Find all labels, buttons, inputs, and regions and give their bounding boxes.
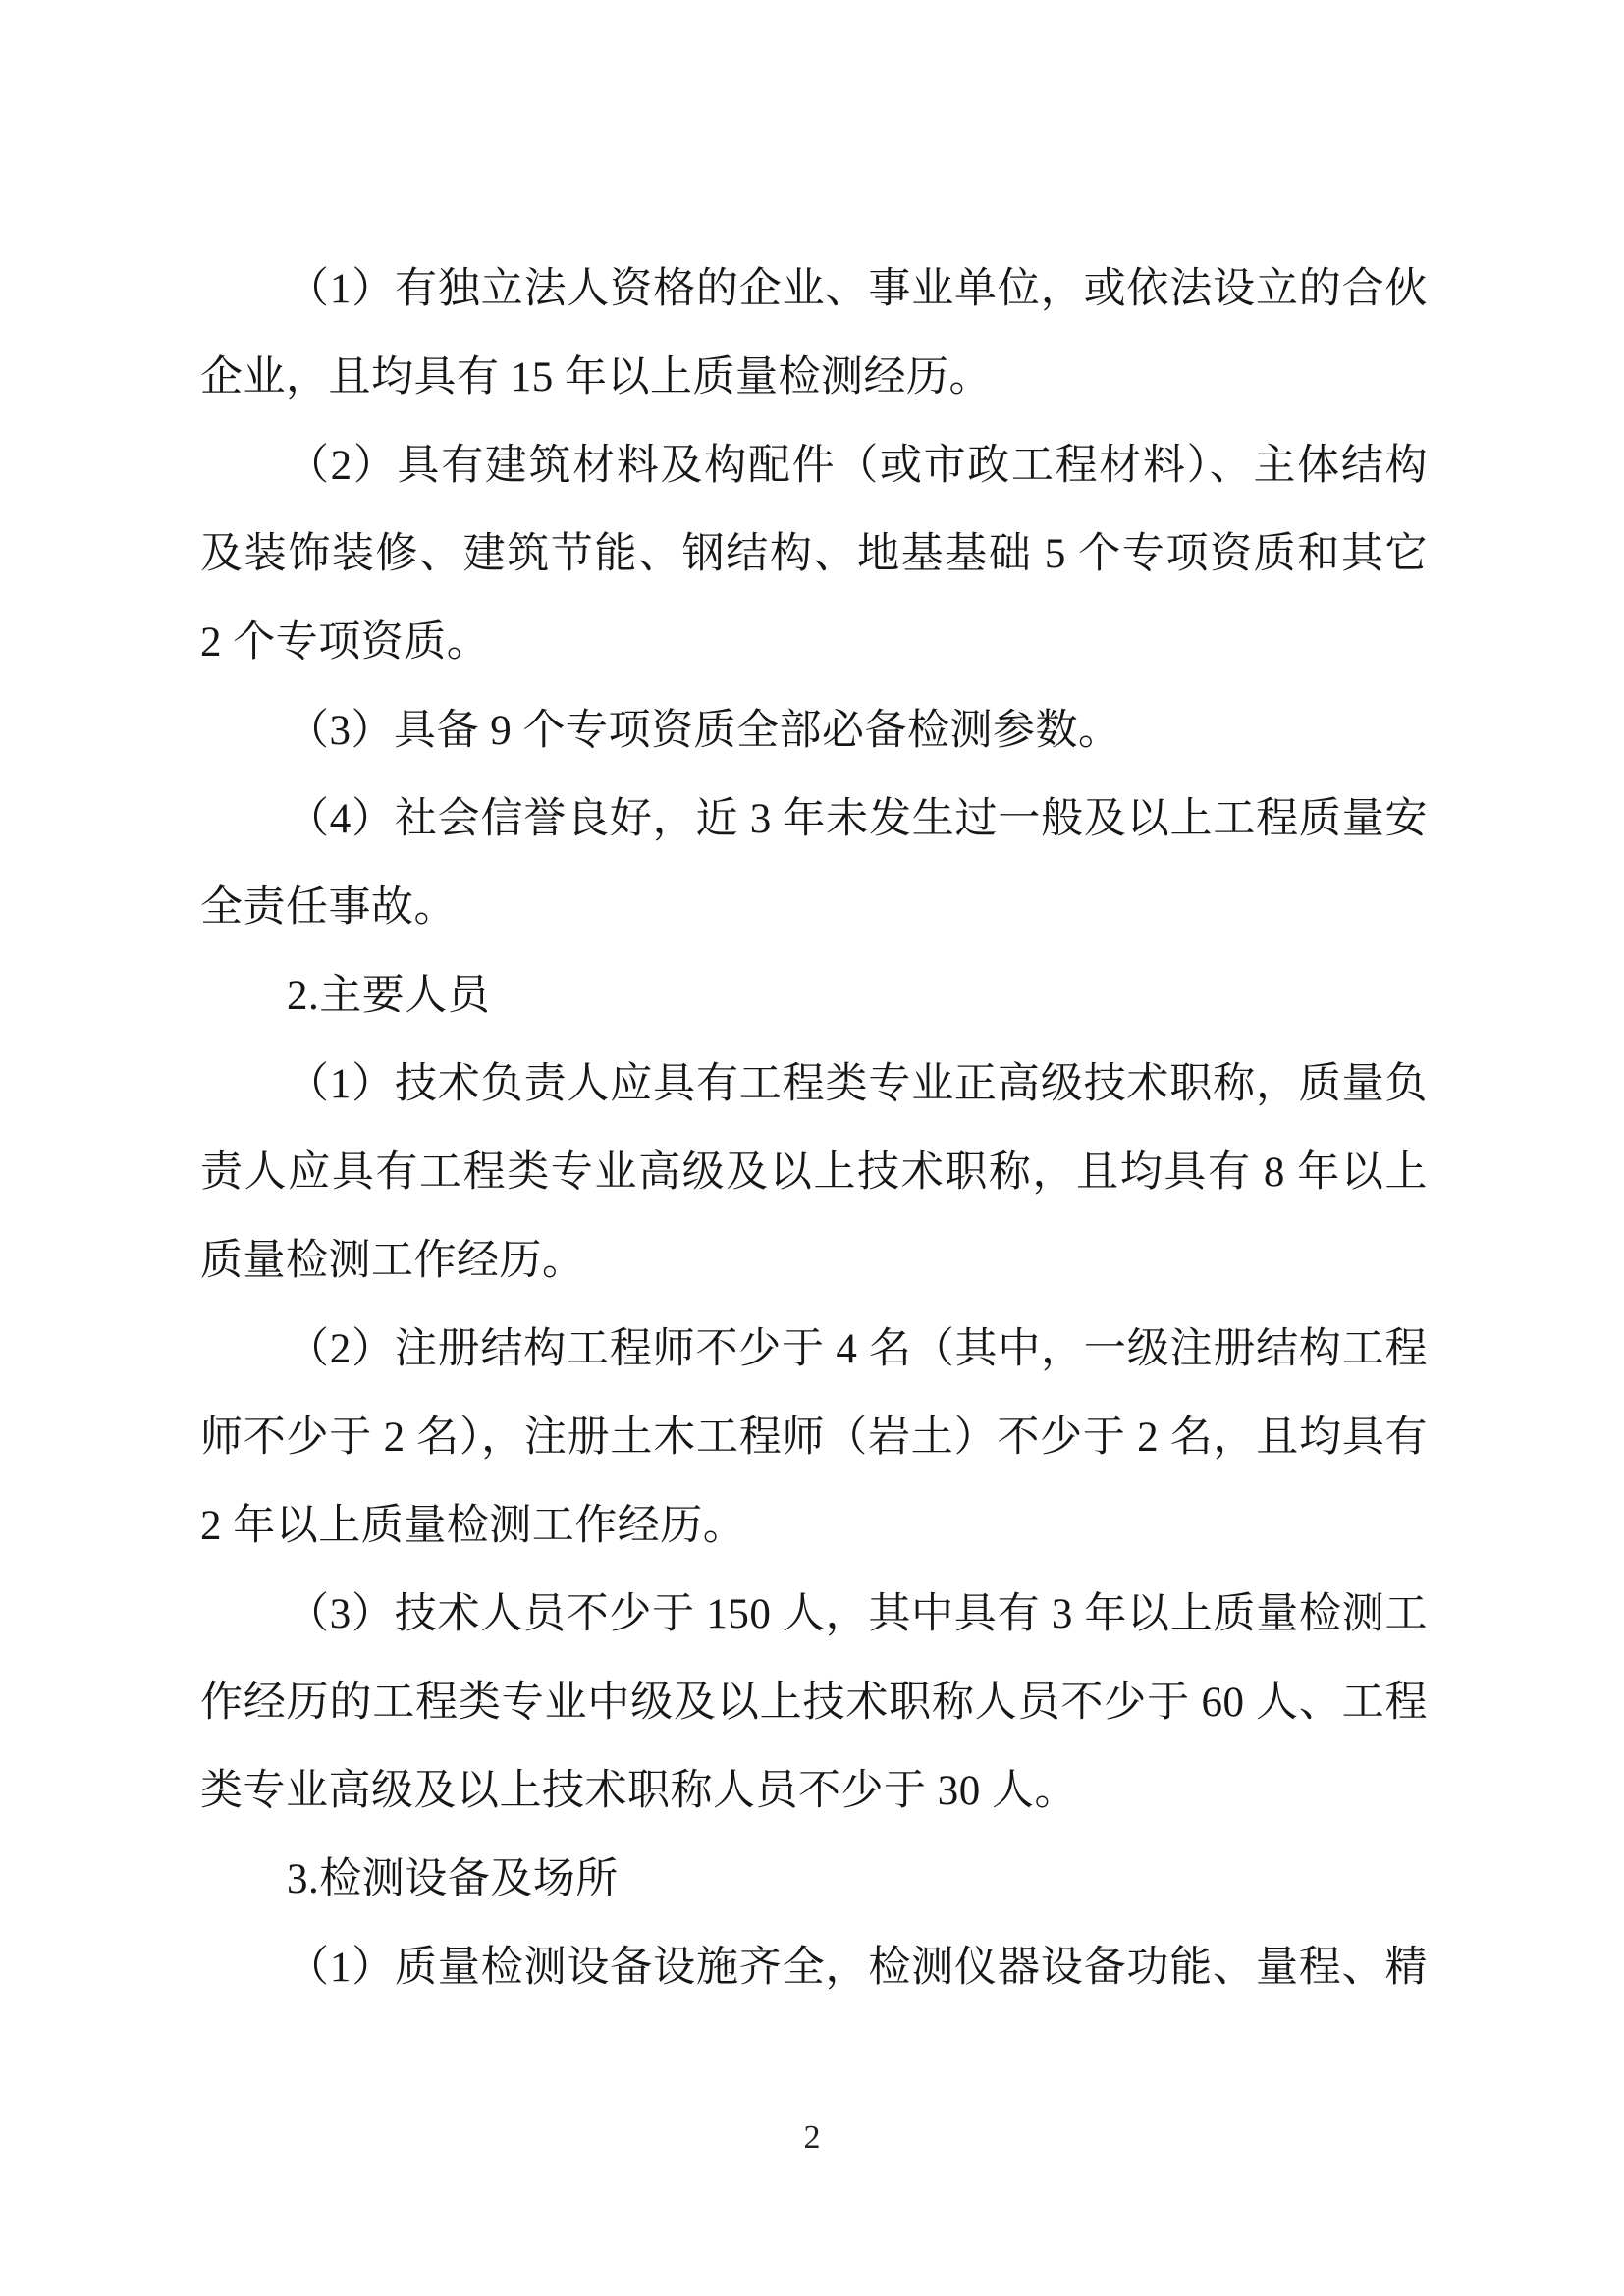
text-line: 全责任事故。 (200, 884, 457, 931)
text-line: 质量检测工作经历。 (200, 1238, 585, 1284)
text-line: 2 个专项资质。 (200, 619, 490, 666)
text-line: （3）技术人员不少于 150 人，其中具有 3 年以上质量检测工 (287, 1591, 1428, 1637)
text-line: （1）质量检测设备设施齐全，检测仪器设备功能、量程、精 (287, 1945, 1428, 1991)
section-heading-testing-equipment: 3.检测设备及场所 (287, 1856, 619, 1902)
text-line: （2）注册结构工程师不少于 4 名（其中，一级注册结构工程 (287, 1326, 1428, 1372)
text-line: 类专业高级及以上技术职称人员不少于 30 人。 (200, 1768, 1077, 1814)
page-footer (0, 2118, 1624, 2158)
text-line: （4）社会信誉良好，近 3 年未发生过一般及以上工程质量安 (287, 796, 1428, 842)
text-line: 师不少于 2 名），注册土木工程师（岩土）不少于 2 名，且均具有 (200, 1415, 1428, 1461)
text-line: （3）具备 9 个专项资质全部必备检测参数。 (287, 708, 1121, 754)
text-line: （1）有独立法人资格的企业、事业单位，或依法设立的合伙 (287, 266, 1428, 312)
text-line: （2）具有建筑材料及构配件（或市政工程材料）、主体结构 (287, 443, 1428, 489)
section-heading-main-personnel: 2.主要人员 (287, 973, 491, 1019)
text-line: 责人应具有工程类专业高级及以上技术职称，且均具有 8 年以上 (200, 1149, 1428, 1196)
text-line: 及装饰装修、建筑节能、钢结构、地基基础 5 个专项资质和其它 (200, 531, 1428, 577)
text-line: 企业，且均具有 15 年以上质量检测经历。 (200, 354, 992, 400)
text-line: 2 年以上质量检测工作经历。 (200, 1503, 746, 1549)
page-number: 2 (803, 2119, 821, 2156)
text-line: 作经历的工程类专业中级及以上技术职称人员不少于 60 人、工程 (200, 1680, 1428, 1726)
text-line: （1）技术负责人应具有工程类专业正高级技术职称，质量负 (287, 1061, 1428, 1107)
text-block (200, 245, 1428, 2012)
